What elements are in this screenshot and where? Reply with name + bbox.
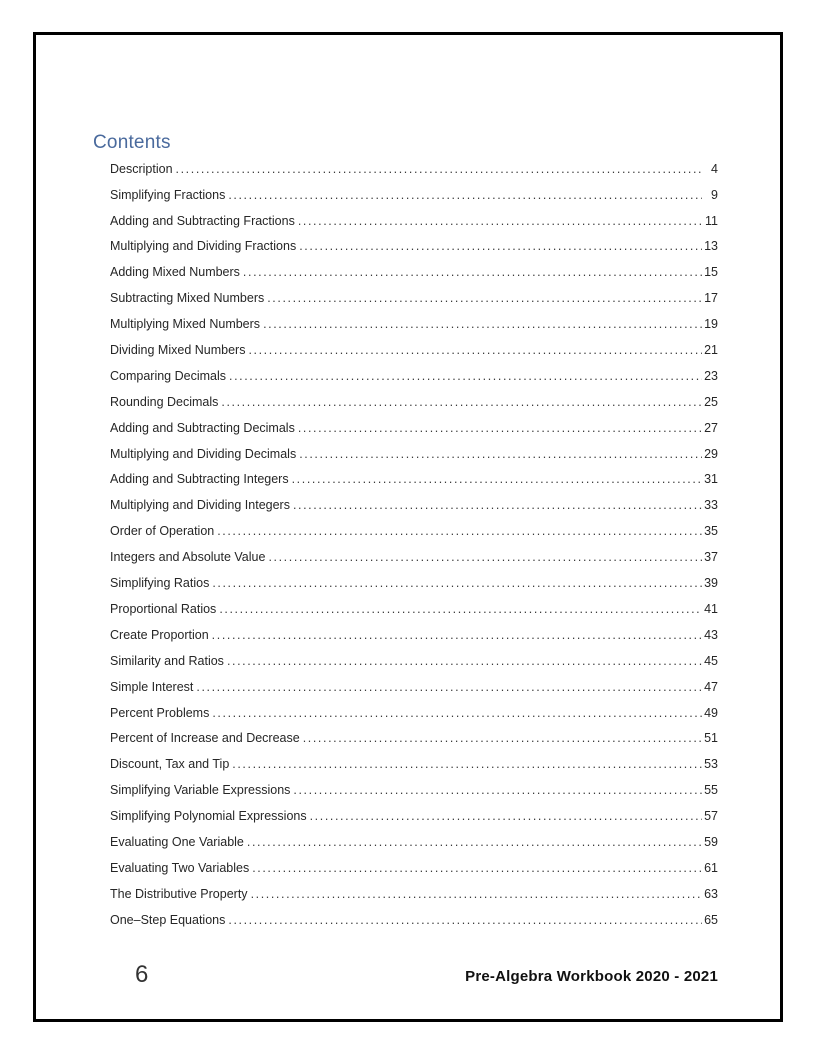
toc-entry	[110, 757, 718, 783]
toc-entry	[110, 913, 718, 939]
toc-entry-title: Proportional Ratios	[110, 601, 217, 616]
toc-entry	[110, 369, 718, 395]
toc-entry-page: 13	[704, 239, 718, 254]
toc-entry	[110, 524, 718, 550]
toc-entry-page: 47	[704, 679, 718, 694]
toc-entry	[110, 861, 718, 887]
toc-entry-title: Percent of Increase and Decrease	[110, 731, 300, 746]
toc-entry	[110, 472, 718, 498]
toc-entry-page: 55	[704, 783, 718, 798]
toc-entry	[110, 654, 718, 680]
toc-entry	[110, 188, 718, 214]
toc-entry-page: 15	[704, 265, 718, 280]
toc-leader-dots	[227, 654, 702, 668]
toc-entry-page: 21	[704, 343, 718, 358]
toc-leader-dots	[229, 369, 702, 383]
toc-entry-page: 39	[704, 576, 718, 591]
toc-entry	[110, 628, 718, 654]
toc-entry-page: 65	[704, 912, 718, 927]
toc-entry-page: 19	[704, 317, 718, 332]
toc-entry-page: 51	[704, 731, 718, 746]
footer-book-title: Pre-Algebra Workbook 2020 - 2021	[465, 968, 718, 985]
toc-entry-title: Dividing Mixed Numbers	[110, 343, 246, 358]
toc-leader-dots	[212, 706, 702, 720]
toc-entry	[110, 731, 718, 757]
toc-entry	[110, 291, 718, 317]
toc-entry-title: Adding and Subtracting Fractions	[110, 213, 295, 228]
toc-entry	[110, 550, 718, 576]
toc-leader-dots	[251, 887, 702, 901]
toc-entry	[110, 706, 718, 732]
toc-entry-title: Order of Operation	[110, 524, 215, 539]
toc-entry-title: Description	[110, 161, 173, 176]
toc-leader-dots	[212, 576, 702, 590]
toc-entry	[110, 680, 718, 706]
toc-entry	[110, 162, 718, 188]
toc-entry-title: Simplifying Polynomial Expressions	[110, 809, 307, 824]
toc-leader-dots	[298, 421, 702, 435]
toc-entry-page: 4	[711, 161, 718, 176]
toc-entry-page: 11	[705, 213, 718, 228]
toc-entry-page: 59	[704, 834, 718, 849]
toc-entry-title: Simplifying Variable Expressions	[110, 783, 291, 798]
toc-entry-page: 29	[704, 446, 718, 461]
toc-entry-title: Evaluating One Variable	[110, 834, 244, 849]
toc-entry	[110, 343, 718, 369]
toc-entry-title: Simplifying Fractions	[110, 187, 226, 202]
toc-entry-title: Integers and Absolute Value	[110, 550, 266, 565]
toc-entry-title: Multiplying and Dividing Decimals	[110, 446, 297, 461]
toc-entry-page: 37	[704, 550, 718, 565]
toc-entry	[110, 835, 718, 861]
toc-entry-title: Similarity and Ratios	[110, 653, 224, 668]
contents-heading: Contents	[93, 132, 171, 153]
toc-entry-title: Multiplying Mixed Numbers	[110, 317, 261, 332]
toc-leader-dots	[293, 783, 702, 797]
toc-entry-page: 17	[704, 291, 718, 306]
toc-leader-dots	[292, 472, 702, 486]
toc-entry-title: Simplifying Ratios	[110, 576, 210, 591]
toc-leader-dots	[299, 239, 702, 253]
toc-entry-title: Percent Problems	[110, 705, 210, 720]
toc-leader-dots	[176, 162, 702, 176]
toc-entry	[110, 421, 718, 447]
toc-entry-title: Simple Interest	[110, 679, 194, 694]
toc-entry	[110, 602, 718, 628]
toc-entry-page: 27	[704, 420, 718, 435]
toc-leader-dots	[299, 447, 702, 461]
toc-leader-dots	[252, 861, 702, 875]
toc-entry	[110, 447, 718, 473]
toc-entry-title: Adding Mixed Numbers	[110, 265, 240, 280]
toc-leader-dots	[310, 809, 702, 823]
toc-entry	[110, 317, 718, 343]
toc-entry-title: Comparing Decimals	[110, 368, 227, 383]
toc-leader-dots	[212, 628, 702, 642]
toc-entry-page: 41	[704, 601, 718, 616]
toc-entry-page: 53	[704, 757, 718, 772]
toc-entry-title: Multiplying and Dividing Fractions	[110, 239, 297, 254]
toc-entry	[110, 887, 718, 913]
toc-entry-title: Adding and Subtracting Decimals	[110, 420, 295, 435]
toc-entry	[110, 498, 718, 524]
toc-leader-dots	[268, 550, 702, 564]
toc-entry-page: 61	[704, 860, 718, 875]
toc-list	[110, 162, 718, 939]
toc-entry-page: 45	[704, 653, 718, 668]
toc-entry-page: 23	[704, 368, 718, 383]
toc-leader-dots	[263, 317, 702, 331]
toc-entry	[110, 809, 718, 835]
toc-leader-dots	[221, 395, 702, 409]
toc-leader-dots	[303, 731, 702, 745]
toc-leader-dots	[232, 757, 702, 771]
toc-entry-page: 25	[704, 394, 718, 409]
toc-entry-title: One–Step Equations	[110, 912, 226, 927]
toc-entry	[110, 783, 718, 809]
toc-leader-dots	[196, 680, 702, 694]
toc-entry-page: 31	[704, 472, 718, 487]
toc-entry	[110, 214, 718, 240]
toc-entry-title: Create Proportion	[110, 627, 209, 642]
toc-leader-dots	[228, 188, 702, 202]
toc-entry-title: Subtracting Mixed Numbers	[110, 291, 265, 306]
toc-leader-dots	[228, 913, 702, 927]
toc-entry-page: 63	[704, 886, 718, 901]
toc-entry-page: 9	[711, 187, 718, 202]
toc-leader-dots	[248, 343, 702, 357]
toc-entry-title: The Distributive Property	[110, 886, 248, 901]
toc-entry	[110, 239, 718, 265]
toc-page-content	[93, 132, 718, 939]
toc-entry-title: Discount, Tax and Tip	[110, 757, 230, 772]
toc-entry	[110, 395, 718, 421]
toc-entry-page: 33	[704, 498, 718, 513]
toc-entry-page: 35	[704, 524, 718, 539]
toc-entry-page: 49	[704, 705, 718, 720]
toc-entry-title: Multiplying and Dividing Integers	[110, 498, 290, 513]
toc-leader-dots	[247, 835, 702, 849]
toc-leader-dots	[267, 291, 702, 305]
toc-entry-title: Adding and Subtracting Integers	[110, 472, 289, 487]
toc-entry-title: Evaluating Two Variables	[110, 860, 250, 875]
toc-entry-title: Rounding Decimals	[110, 394, 219, 409]
toc-leader-dots	[217, 524, 702, 538]
toc-leader-dots	[219, 602, 702, 616]
toc-leader-dots	[298, 214, 702, 228]
footer-page-number: 6	[135, 961, 149, 988]
toc-leader-dots	[243, 265, 702, 279]
toc-entry-page: 57	[704, 809, 718, 824]
toc-entry	[110, 576, 718, 602]
toc-entry-page: 43	[704, 627, 718, 642]
toc-entry	[110, 265, 718, 291]
toc-leader-dots	[293, 498, 702, 512]
